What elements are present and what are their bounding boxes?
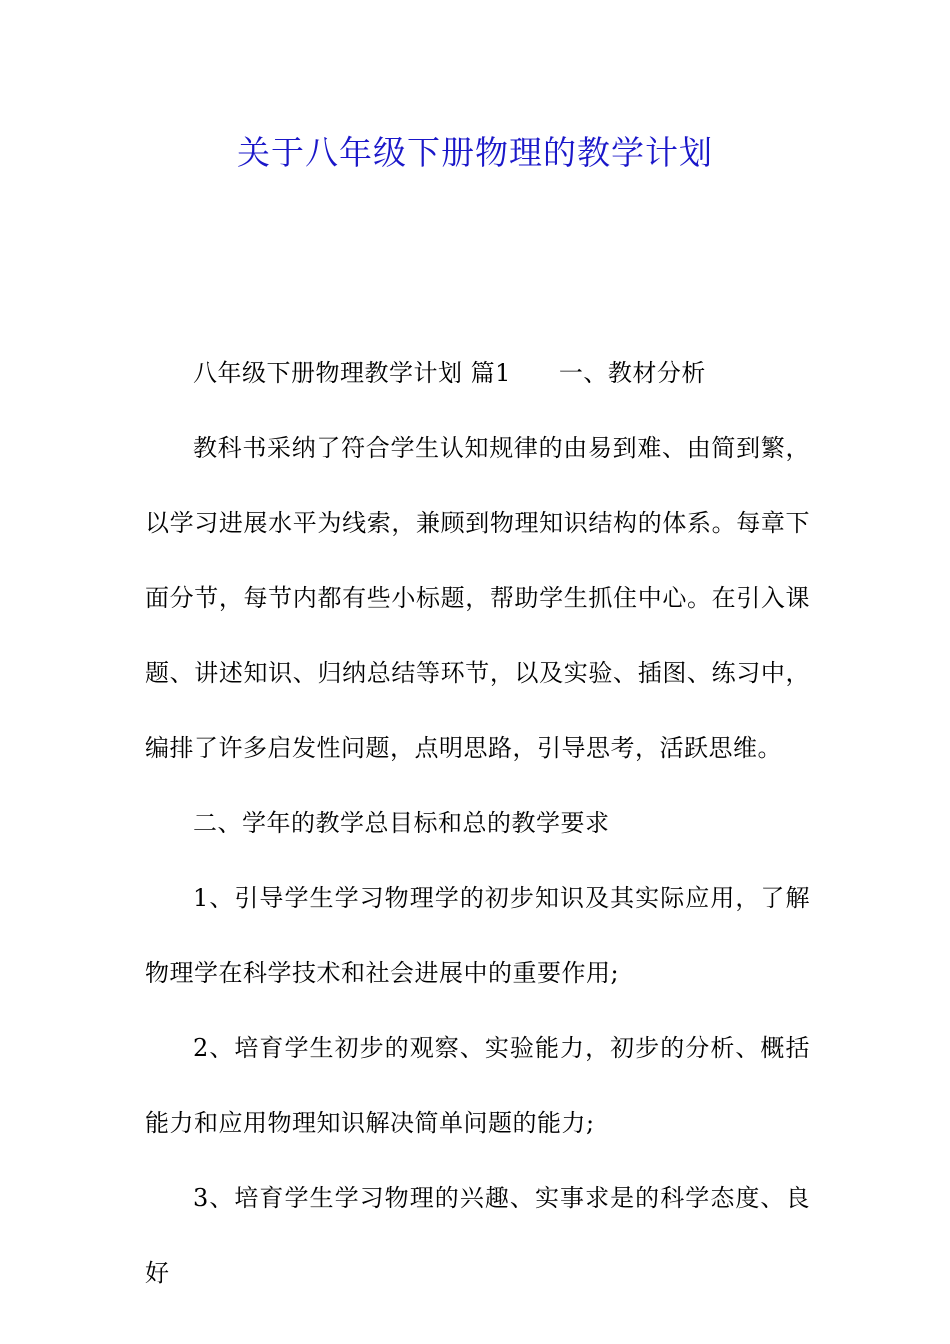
document-title: 关于八年级下册物理的教学计划	[237, 133, 713, 172]
paragraph-goal-1: 1、引导学生学习物理学的初步知识及其实际应用，了解物理学在科学技术和社会进展中的重要作用;	[145, 884, 810, 987]
plan-heading: 八年级下册物理教学计划 篇1	[193, 359, 511, 387]
section-heading-textbook-analysis: 一、教材分析	[558, 359, 706, 387]
section-heading-goals: 二、学年的教学总目标和总的教学要求	[193, 809, 610, 837]
document-body	[145, 336, 810, 1311]
paragraph-textbook-description: 教科书采纳了符合学生认知规律的由易到难、由简到繁，以学习进展水平为线索，兼顾到物理知识结构的体系。每章下面分节，每节内都有些小标题，帮助学生抓住中心。在引入课题、讲述知识、归纳总结等环节，以及实验、插图、练习中，编排了许多启发性问题，点明思路，引导思考，活跃思维。	[145, 434, 810, 762]
paragraph-goal-3: 3、培育学生学习物理的兴趣、实事求是的科学态度、良好	[145, 1184, 810, 1287]
paragraph-goal-2: 2、培育学生初步的观察、实验能力，初步的分析、概括能力和应用物理知识解决简单问题的能力;	[145, 1034, 810, 1137]
section-heading	[145, 336, 810, 411]
